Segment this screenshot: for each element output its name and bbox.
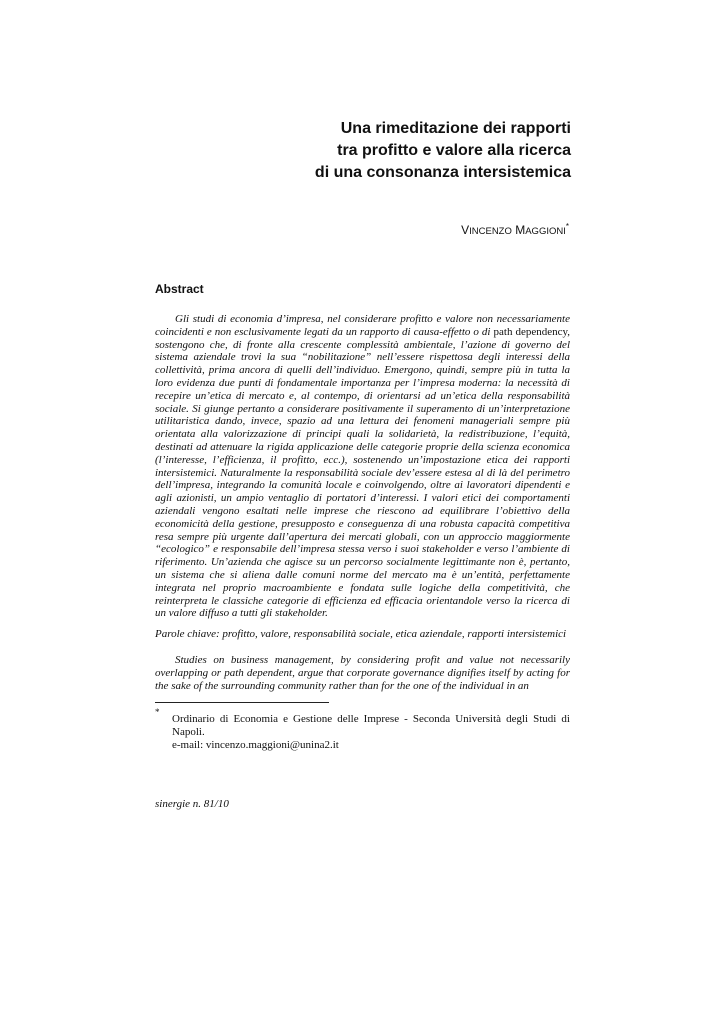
- abstract-heading: Abstract: [155, 282, 204, 296]
- footnote: [172, 713, 570, 751]
- author-footnote-mark: *: [565, 222, 569, 231]
- abstract-italian-rest: sostengono che, di fronte alla crescente complessità ambientale, l’azione di governo del sistema aziendale trovi la sua “nobilitazione” nell’essere rispettosa degli interessi della collettività, prima ancora di quelli dell’individuo. Emergono, quindi, sempre più in tutta la loro evidenza due punti di fondamentale importanza per l’impresa moderna: la necessità di recepire un’etica di mercato e, al contempo, di orientarsi ad un’etica della responsabilità sociale. Si giunge pertanto a considerare positivamente il superamento di un’interpretazione utilitaristica dando, invece, spazio ad una lettura dei fenomeni manageriali sempre più orientata alla valorizzazione di principi quali la solidarietà, la redistribuzione, l’equità, destinati ad attenuare la rigida applicazione delle categorie proprie della scienza economica (l’interesse, l’efficienza, il profitto, ecc.), sostenendo un’impostazione etica dei rapporti intersistemici. Naturalmente la responsabilità sociale dev’essere estesa al di là del perimetro dell’impresa, integrando la comunità locale e coinvolgendo, oltre ai lavoratori dipendenti e agli azionisti, un ampio ventaglio di portatori d’interessi. I valori etici dei comportamenti aziendali vengono esaltati nelle imprese che riescono ad equilibrare l’obiettivo della economicità della gestione, presupposto e conseguenza di una robusta capacità competitiva resa sempre più urgente dall’apertura dei mercati globali, con un approccio maggiormente “ecologico” e responsabile dell’impresa stessa verso i suoi stakeholder e verso l’ambiente di riferimento. Un’azienda che agisce su un percorso socialmente legittimante non è, pertanto, un sistema che si aliena dalle comuni norme del mercato ma è un’entità, perfettamente integrata nel proprio macroambiente e fondata sulle logiche della competitività, che reinterpreta le classiche categorie di efficienza ed efficacia orientandole verso la ricerca di un valore diffuso a tutti gli stakeholder.: [155, 338, 570, 620]
- abstract-italian-term: path dependency,: [493, 325, 571, 338]
- abstract-italian-start: Gli studi di economia d’impresa, nel considerare profitto e valore non necessariamente coincidenti e non esclusivamente legati da un rapporto di causa-effetto o di: [155, 313, 570, 338]
- footnote-rule: [155, 702, 329, 703]
- author-first-rest: INCENZO: [469, 226, 512, 237]
- footnote-mark: *: [155, 707, 160, 717]
- author-first-initial: V: [461, 223, 470, 237]
- author-last-rest: AGGIONI: [525, 226, 566, 237]
- title-line: di una consonanza intersistemica: [314, 164, 571, 181]
- footnote-affiliation: Ordinario di Economia e Gestione delle Imprese - Seconda Università degli Studi di Napoli.: [172, 713, 570, 738]
- title-line: tra profitto e valore alla ricerca: [337, 142, 571, 159]
- abstract-english: Studies on business management, by considering profit and value not necessarily overlapping or path dependent, argue that corporate governance dignifies itself by acting for the sake of the surrounding community rather than for the one of the individual in an: [155, 654, 570, 692]
- footnote-email: e-mail: vincenzo.maggioni@unina2.it: [172, 738, 339, 751]
- author-name: [300, 222, 569, 240]
- abstract-italian: [155, 313, 570, 620]
- keywords: Parole chiave: profitto, valore, responsabilità sociale, etica aziendale, rapporti intersistemici: [155, 628, 567, 640]
- title-line: Una rimeditazione dei rapporti: [340, 120, 571, 137]
- paper-title: [250, 118, 571, 184]
- journal-folio: sinergie n. 81/10: [155, 798, 229, 810]
- author-last-initial: M: [515, 223, 526, 237]
